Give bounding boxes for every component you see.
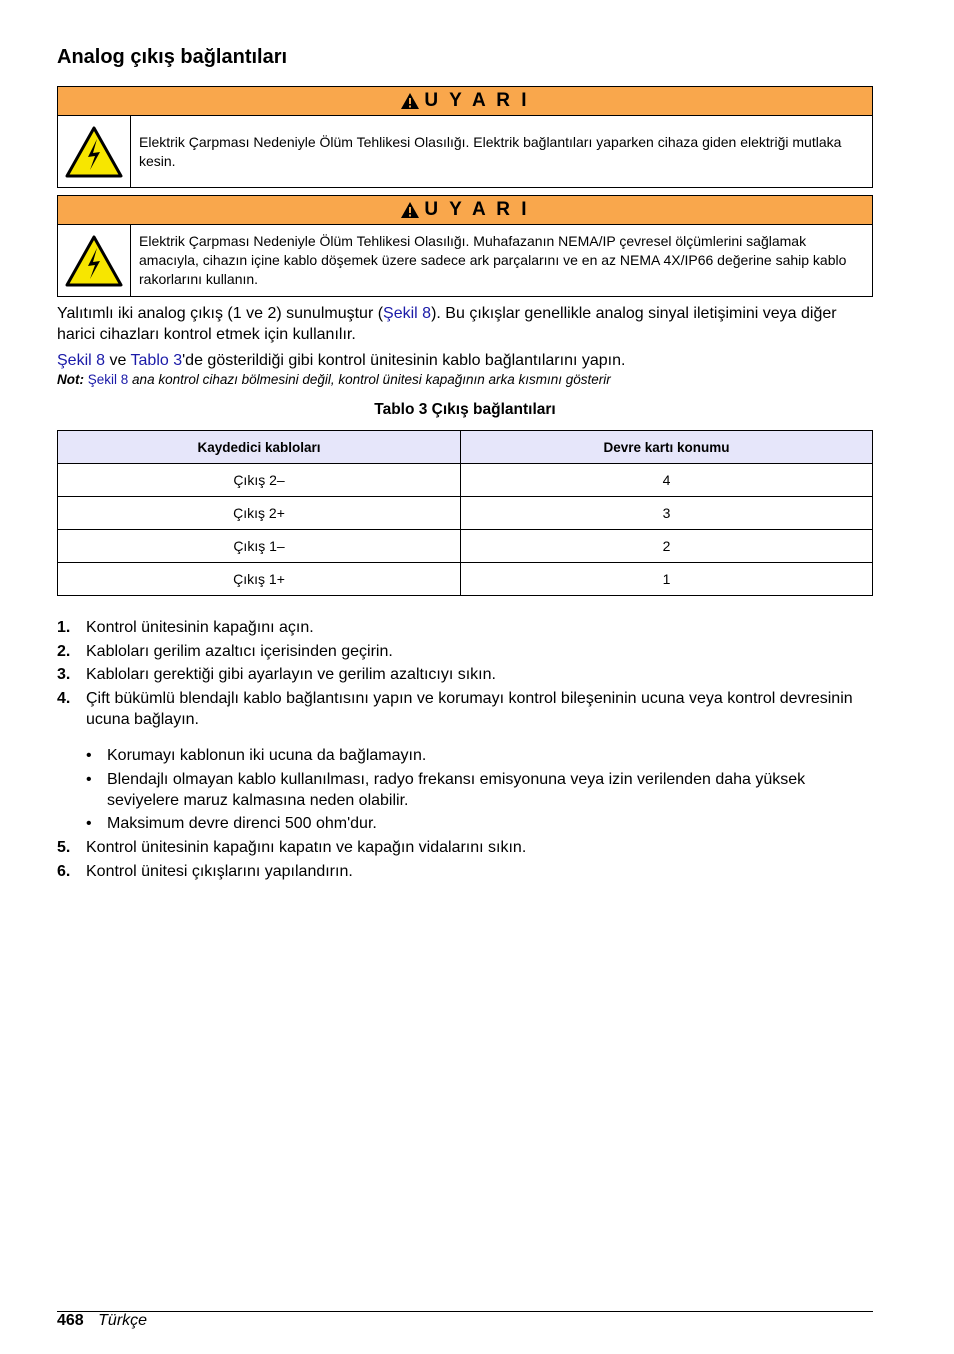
warning-box-2	[57, 195, 873, 297]
figure-link[interactable]: Şekil 8	[57, 352, 106, 369]
footer-divider	[57, 1311, 873, 1312]
language-label: Türkçe	[98, 1312, 148, 1329]
electrical-hazard-icon	[58, 225, 131, 296]
note	[57, 372, 611, 387]
table-row	[58, 530, 873, 563]
table-caption: Tablo 3 Çıkış bağlantıları	[374, 401, 556, 418]
electrical-hazard-icon	[58, 116, 131, 187]
note-text: ana kontrol cihazı bölmesini değil, kontrol ünitesi kapağının arka kısmını gösterir	[128, 372, 611, 387]
page-footer	[57, 1312, 147, 1330]
warning-label: U Y A R I	[424, 199, 530, 220]
table-row	[58, 563, 873, 596]
note-label: Not:	[57, 372, 84, 387]
warning-triangle-icon	[400, 92, 420, 110]
table-cell: 3	[461, 497, 873, 530]
table-header-row	[58, 431, 873, 464]
table-cell: Çıkış 1–	[58, 530, 461, 563]
page-number: 468	[57, 1312, 84, 1329]
warning-header	[58, 87, 872, 116]
warning-text: Elektrik Çarpması Nedeniyle Ölüm Tehlikesi Olasılığı. Elektrik bağlantıları yaparken cihaza giden elektriği mutlaka kesin.	[139, 133, 842, 169]
table-cell: Çıkış 2+	[58, 497, 461, 530]
section-heading: Analog çıkış bağlantıları	[57, 46, 288, 68]
instruction-paragraph: Şekil 8 ve Tablo 3'de gösterildiği gibi kontrol ünitesinin kablo bağlantılarını yapın.	[57, 352, 626, 369]
warning-triangle-icon	[400, 201, 420, 219]
table-cell: 1	[461, 563, 873, 596]
figure-link[interactable]: Şekil 8	[383, 305, 432, 322]
warning-text: Elektrik Çarpması Nedeniyle Ölüm Tehlikesi Olasılığı. Muhafazanın NEMA/IP çevresel ölçümlerini sağlamak amacıyla, cihazın içine kablo döşemek üzere sadece ark parçalarını ve en az NEMA 4X/IP66 değerine sahip kablo rakorlarını kullanın.	[139, 233, 847, 287]
column-header: Kaydedici kabloları	[58, 431, 461, 464]
warning-box-1	[57, 86, 873, 188]
table-cell: Çıkış 1+	[58, 563, 461, 596]
table-cell: 2	[461, 530, 873, 563]
table-cell: 4	[461, 464, 873, 497]
table-cell: Çıkış 2–	[58, 464, 461, 497]
output-connections-table	[57, 430, 873, 596]
figure-link[interactable]: Şekil 8	[87, 372, 129, 387]
table-link[interactable]: Tablo 3	[130, 352, 183, 369]
table-row	[58, 464, 873, 497]
column-header: Devre kartı konumu	[461, 431, 873, 464]
warning-label: U Y A R I	[424, 90, 530, 111]
warning-header	[58, 196, 872, 225]
intro-paragraph: Yalıtımlı iki analog çıkış (1 ve 2) sunulmuştur (Şekil 8). Bu çıkışlar genellikle analog sinyal iletişimini veya diğer harici cihazları kontrol etmek için kullanılır.	[57, 305, 837, 343]
table-row	[58, 497, 873, 530]
